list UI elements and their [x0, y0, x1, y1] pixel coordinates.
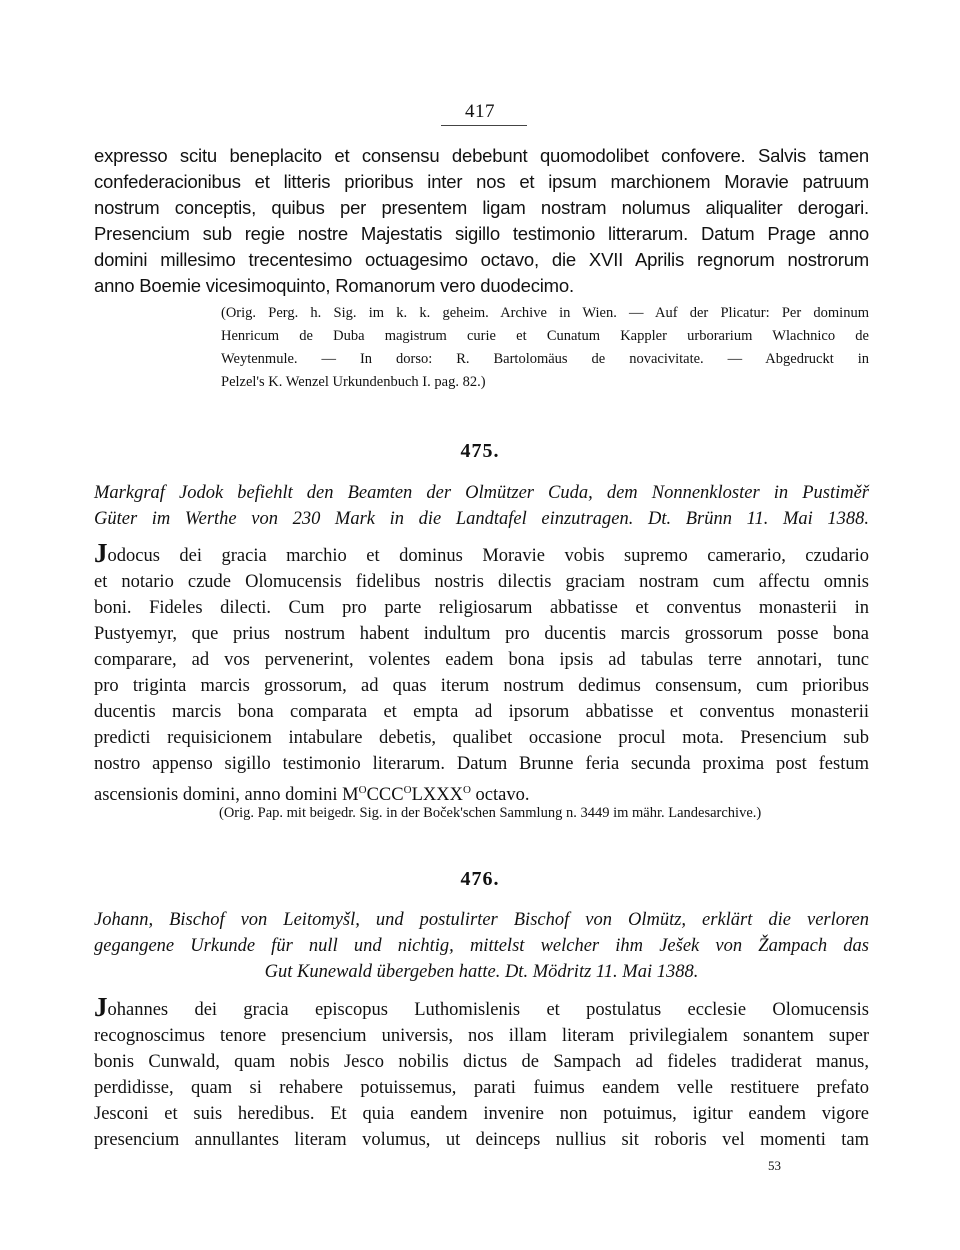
title-line: Güter im Werthe von 230 Mark in die Landtafel einzutragen. Dt. Brünn 11. Mai 1388. [94, 509, 869, 529]
text-line: Presencium sub regie nostre Majestatis sigillo testimonio litterarum. Datum Prage anno [94, 223, 869, 244]
text-line: perdidisse, quam si rehabere potuissemus, parati fuimus eandem velle restituere prefato [94, 1078, 869, 1098]
signature-mark: 53 [768, 1158, 781, 1173]
note-line: Weytenmule. — In dorso: R. Bartolomäus de novacivitate. — Abgedruckt in [221, 351, 869, 367]
text-line: pro triginta marcis grossorum, ad quas iterum nostrum dedimus consensum, cum prioribus [94, 676, 869, 696]
text-line: expresso scitu beneplacito et consensu debebunt quomodolibet confovere. Salvis tamen [94, 145, 869, 166]
text-line: boni. Fideles dilecti. Cum pro parte religiosarum abbatisse et conventus monasterii in [94, 598, 869, 618]
document-number: 476. [460, 868, 500, 890]
page-number: 417 [465, 101, 495, 122]
initial-letter: J [94, 538, 108, 568]
text-line: Pustyemyr, que prius nostrum habent indultum pro ducentis marcis grossorum posse bona [94, 624, 869, 644]
page-number-rule [441, 125, 527, 126]
initial-letter: J [94, 992, 108, 1022]
note-line: Henricum de Duba magistrum curie et Cunatum Kappler urborarium Wlachnico de [221, 328, 869, 344]
text-line: Johannes dei gracia episcopus Luthomislenis et postulatus ecclesie Olomucensis [94, 992, 869, 1022]
text-line: comparare, ad vos pervenerint, volentes eadem bona ipsis ad tabulas terre annotari, tunc [94, 650, 869, 670]
text-line: Jesconi et suis heredibus. Et quia eandem invenire non potuimus, igitur eandem vigore [94, 1104, 869, 1124]
note-line: (Orig. Pap. mit beigedr. Sig. in der Boček'schen Sammlung n. 3449 im mähr. Landesarchive.) [219, 805, 762, 821]
note-line: Pelzel's K. Wenzel Urkundenbuch I. pag. 82.) [221, 374, 486, 390]
text-line: ascensionis domini, anno domini $M^OCCC^OLXXX^O$ octavo. [94, 784, 530, 806]
title-line: Markgraf Jodok befiehlt den Beamten der Olmützer Cuda, dem Nonnenkloster in Pustiměř [94, 483, 869, 503]
text-line: nostro appenso sigillo testimonio literarum. Datum Brunne feria secunda proxima post festum [94, 754, 869, 774]
text-line: presencium annullantes literam volumus, ut deinceps nullius sit roboris vel momenti tam [94, 1130, 869, 1150]
title-line: Johann, Bischof von Leitomyšl, und postulirter Bischof von Olmütz, erklärt die verloren [94, 910, 869, 930]
text-line: Jodocus dei gracia marchio et dominus Moravie vobis supremo camerario, czudario [94, 538, 869, 568]
text-line: nostrum conceptis, quibus per presentem ligam nostram nolumus aliqualiter derogari. [94, 197, 869, 218]
text-line: confederacionibus et litteris prioribus inter nos et ipsum marchionem Moravie patruum [94, 171, 869, 192]
document-number: 475. [460, 440, 500, 462]
text-line: recognoscimus tenore presencium universis, nos illam literam privilegialem sonantem super [94, 1026, 869, 1046]
text-line: bonis Cunwald, quam nobis Jesco nobilis dictus de Sampach ad fideles tradiderat manus, [94, 1052, 869, 1072]
text-line: et notario czude Olomucensis fidelibus nostris dilectis graciam nostram cum affectu omnis [94, 572, 869, 592]
note-line: (Orig. Perg. h. Sig. im k. k. geheim. Archive in Wien. — Auf der Plicatur: Per dominum [221, 305, 869, 321]
text-line: anno Boemie vicesimoquinto, Romanorum vero duodecimo. [94, 275, 574, 296]
title-line: gegangene Urkunde für null und nichtig, mittelst welcher ihm Ješek von Žampach das [94, 936, 869, 956]
text-line: predicti requisicionem intabulare debetis, qualibet occasione procul mota. Presencium sub [94, 728, 869, 748]
title-line: Gut Kunewald übergeben hatte. Dt. Mödritz 11. Mai 1388. [264, 962, 699, 982]
text-line: domini millesimo trecentesimo octuagesimo octavo, die XVII Aprilis regnorum nostrorum [94, 249, 869, 270]
text-line: ducentis marcis bona comparata et empta ad ipsorum abbatisse et conventus monasterii [94, 702, 869, 722]
